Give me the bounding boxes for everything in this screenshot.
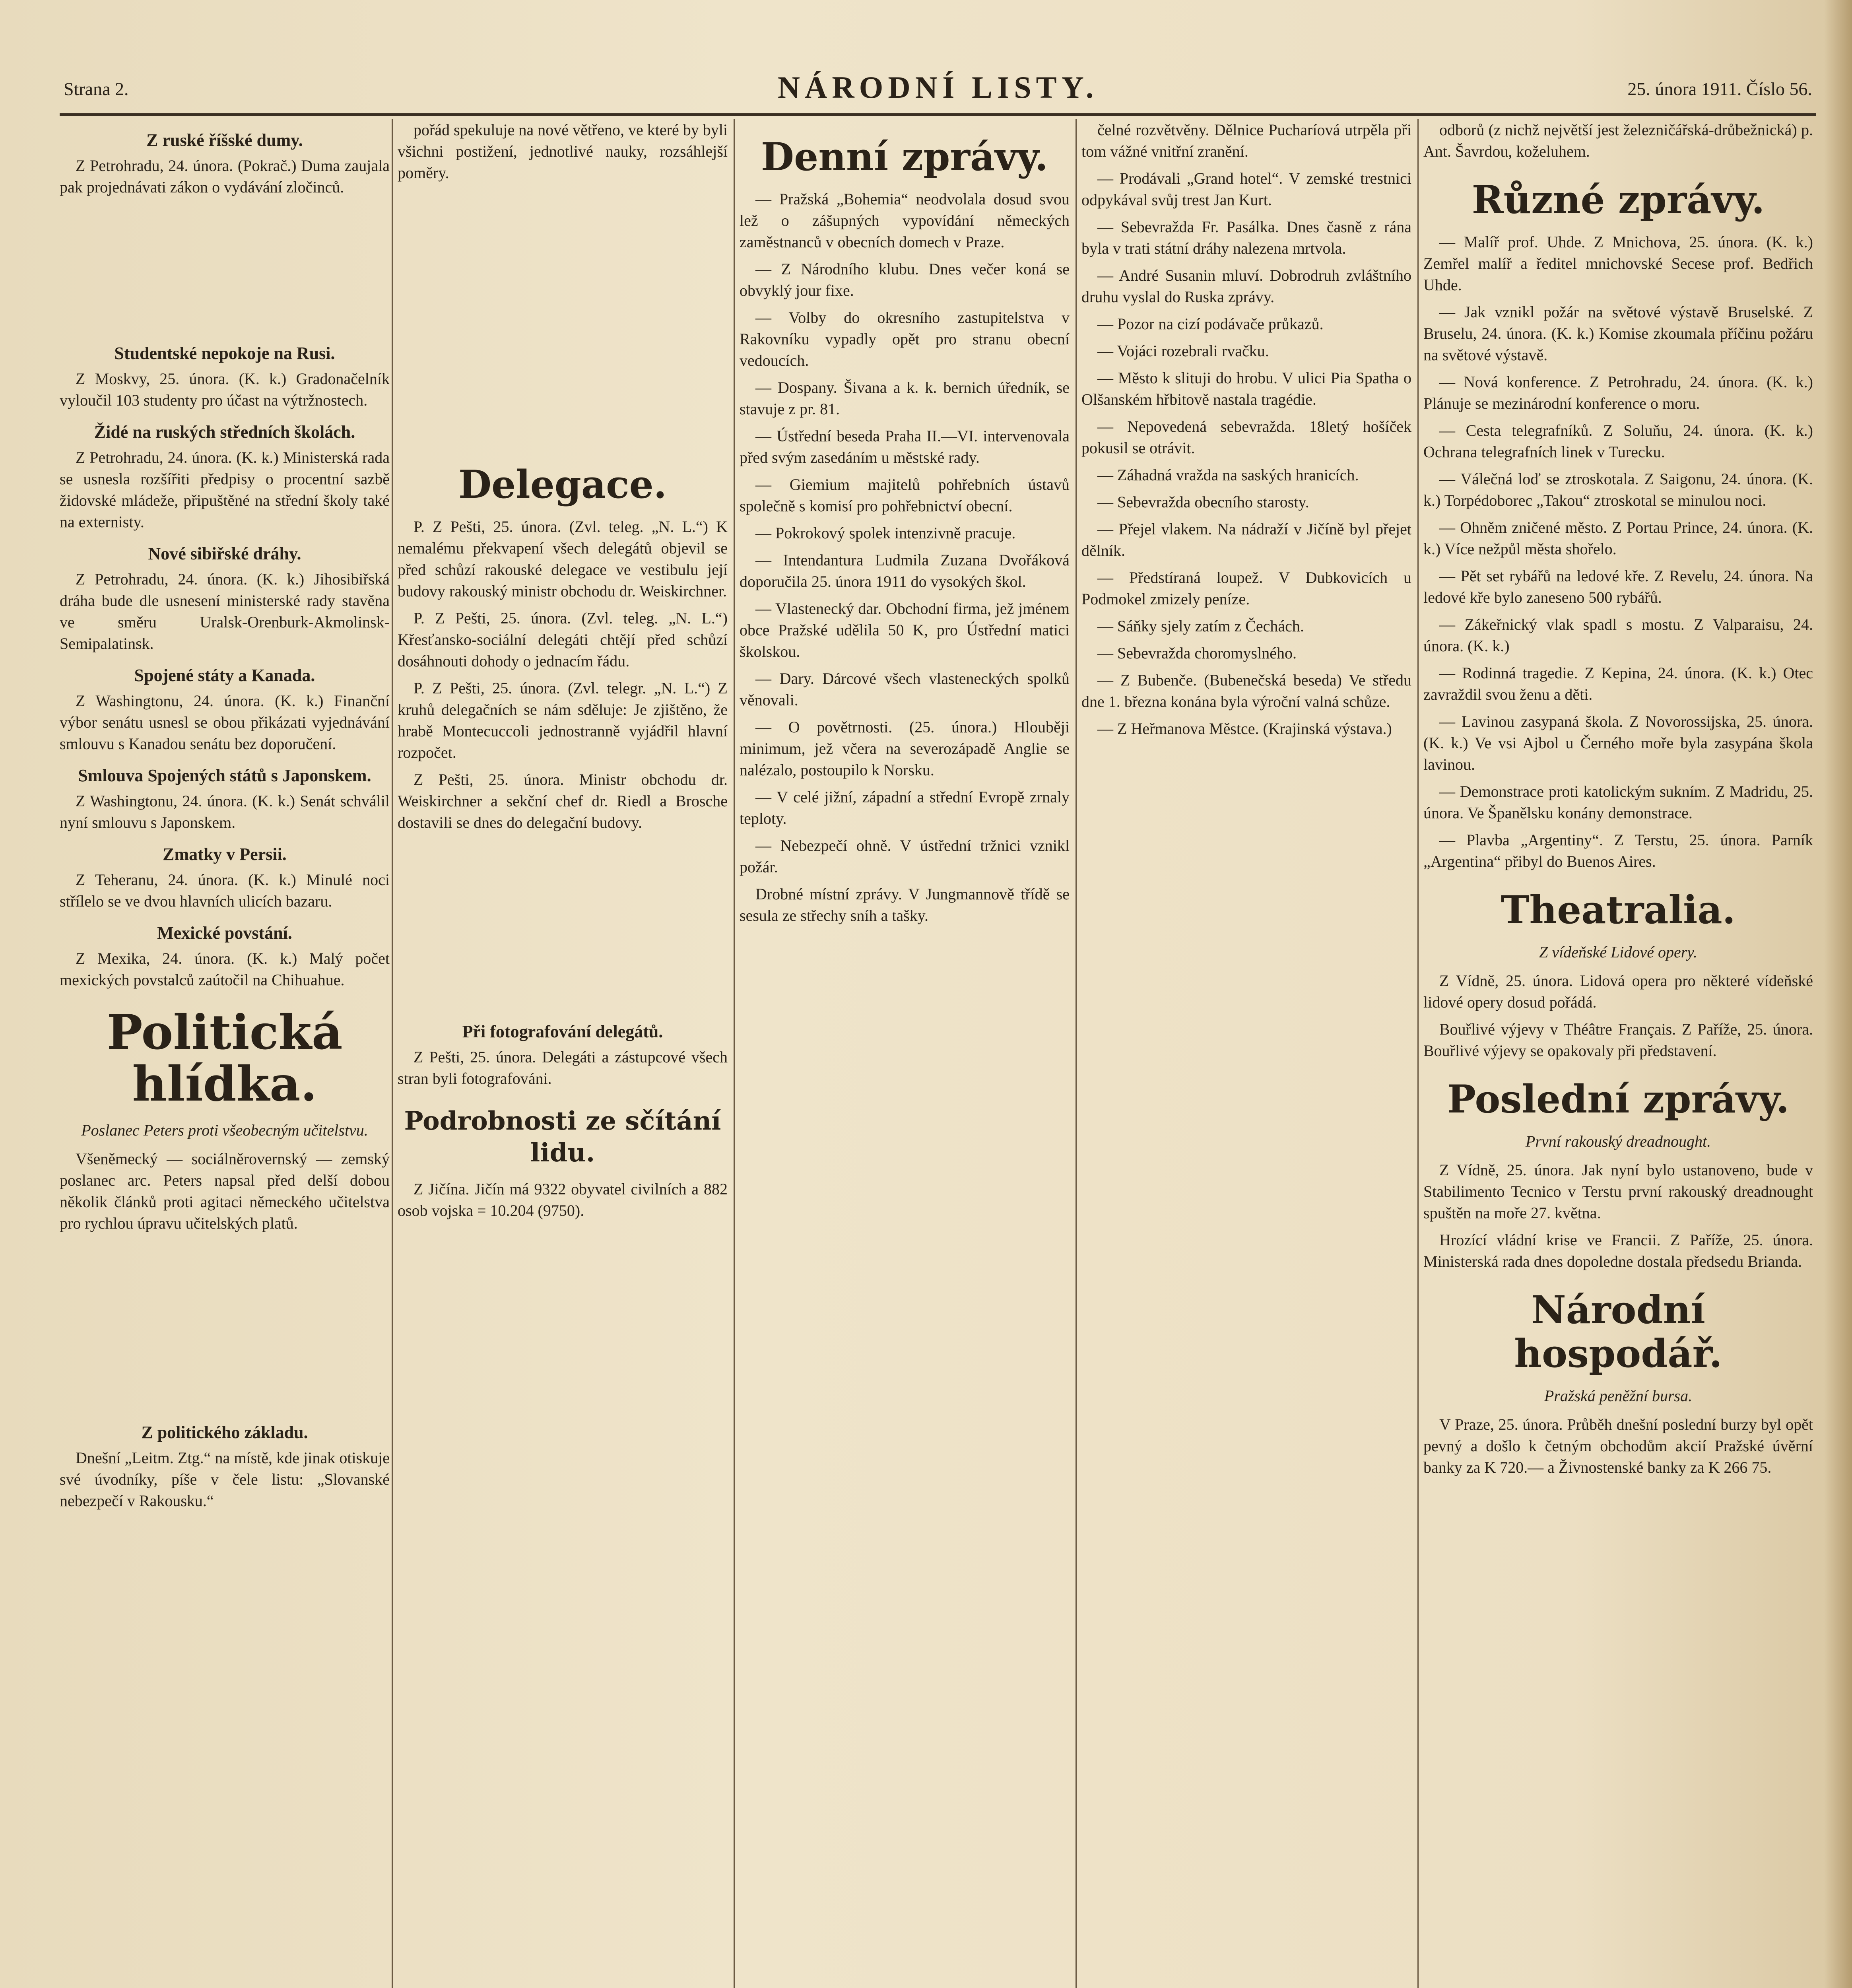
article-dary: — Dary. Dárcové všech vlasteneckých spolků věnovali. bbox=[740, 670, 1070, 709]
article-ruzne-9: — Rodinná tragedie. Z Kepina, 24. února. (K. k.) Otec zavraždil svou ženu a děti. bbox=[1423, 664, 1813, 703]
article-studenti: Z Moskvy, 25. února. (K. k.) Gradonačelník vyloučil 103 studenty pro účast na výtržnostech. bbox=[60, 370, 390, 409]
column-rule bbox=[1075, 119, 1077, 1988]
article-ruzne-1: — Malíř prof. Uhde. Z Mnichova, 25. února. (K. k.) Zemřel malíř a ředitel mnichovské Secese prof. Bedřich Uhde. bbox=[1423, 233, 1813, 294]
article-drahy: Z Petrohradu, 24. února. (K. k.) Jihosibiřská dráha bude dle usnesení ministerské rady stavěna ve směru Uralsk-Orenburk-Akmolinsk-Semipalatinsk. bbox=[60, 570, 390, 652]
section-title-politicka: Politická hlídka. bbox=[107, 1004, 343, 1112]
page-label: Strana 2. bbox=[64, 79, 129, 99]
column-rule bbox=[734, 119, 735, 1988]
column-2 bbox=[398, 119, 728, 1988]
article-teploty: — V celé jižní, západní a střední Evropě zrnaly teploty. bbox=[740, 788, 1070, 827]
article-pokrok: — Pokrokový spolek intenzivně pracuje. bbox=[755, 524, 1016, 542]
headline-kanada: Spojené státy a Kanada. bbox=[134, 666, 315, 685]
subtitle-theatralia: Z vídeňské Lidové opery. bbox=[1539, 943, 1697, 961]
headline-mexiko: Mexické povstání. bbox=[157, 923, 292, 943]
subtitle-posledni: První rakouský dreadnought. bbox=[1525, 1132, 1711, 1150]
article-kanada: Z Washingtonu, 24. února. (K. k.) Finanční výbor senátu usnesl se obou přikázati vyjednávání smlouvu s Kanadou senátu bez doporučení. bbox=[60, 692, 390, 753]
article-delegace-4: Z Pešti, 25. února. Ministr obchodu dr. Weiskirchner a sekční chef dr. Riedl a Brosche dostavili se dnes do delegační budovy. bbox=[398, 771, 728, 831]
date-issue: 25. února 1911. Číslo 56. bbox=[1627, 79, 1812, 99]
article-mesto: — Město k slituji do hrobu. V ulici Pia Spatha o Olšanském hřbitově nastala tragédie. bbox=[1081, 369, 1411, 408]
column-1 bbox=[60, 119, 390, 1988]
headline-fotograf: Při fotografování delegátů. bbox=[462, 1022, 663, 1041]
section-title-theatralia: Theatralia. bbox=[1501, 887, 1736, 932]
page-header bbox=[60, 70, 1816, 116]
article-theatralia-1: Z Vídně, 25. února. Lidová opera pro některé vídeňské lidové opery dosud pořádá. bbox=[1423, 972, 1813, 1011]
article-ruzne-7: — Pět set rybářů na ledové kře. Z Revelu, 24. února. Na ledové kře bylo zaneseno 500 rybářů. bbox=[1423, 567, 1813, 606]
headline-ruske: Z ruské říšské dumy. bbox=[146, 130, 303, 150]
masthead: NÁRODNÍ LISTY. bbox=[777, 70, 1099, 105]
section-title-delegace: Delegace. bbox=[458, 462, 667, 507]
headline-zaklad: Z politického základu. bbox=[141, 1423, 308, 1442]
article-ruzne-10: — Lavinou zasypaná škola. Z Novorossijska, 25. února. (K. k.) Ve vsi Ajbol u Černého moře byla zasypána škola lavinou. bbox=[1423, 712, 1813, 773]
article-ruzne-11: — Demonstrace proti katolickým sukním. Z Madridu, 25. února. Ve Španělsku konány demonstrace. bbox=[1423, 782, 1813, 822]
article-predstirana: — Předstíraná loupež. V Dubkovicích u Podmokel zmizely peníze. bbox=[1081, 569, 1411, 608]
column-rule bbox=[1417, 119, 1419, 1988]
article-nepovedena: — Nepovedená sebevražda. 18letý hošíček pokusil se otrávit. bbox=[1081, 417, 1411, 457]
article-vlastenecky: — Vlastenecký dar. Obchodní firma, jež jménem obce Pražské udělila 50 K, pro Ústřední matici školskou. bbox=[740, 600, 1070, 660]
headline-japonsko: Smlouva Spojených států s Japonskem. bbox=[78, 766, 371, 785]
article-ruzne-12: — Plavba „Argentiny“. Z Terstu, 25. února. Parník „Argentina“ přibyl do Buenos Aires. bbox=[1423, 831, 1813, 870]
article-politicka: Všeněmecký — sociálněrovernský — zemský poslanec arc. Peters napsal před delší dobou několik článků proti agitaci německého učitelstva pro rychlou úpravu učitelských platů. bbox=[60, 1150, 390, 1232]
article-delegace-1: P. Z Pešti, 25. února. (Zvl. teleg. „N. L.“) K nemalému překvapení všech delegátů objevil se před schůzí rakouské delegace ve vestibulu její budovy rakouský ministr obchodu dr. Weiskirchner. bbox=[398, 518, 728, 600]
headline-persie: Zmatky v Persii. bbox=[163, 845, 287, 864]
article-ruzne-2: — Jak vznikl požár na světové výstavě Bruselské. Z Bruselu, 24. února. (K. k.) Komise zkoumala příčinu požáru na světové výstavě. bbox=[1423, 303, 1813, 364]
section-title-posledni: Poslední zprávy. bbox=[1447, 1077, 1790, 1122]
article-ruzne-8: — Zákeřnický vlak spadl s mostu. Z Valparaisu, 24. února. (K. k.) bbox=[1423, 615, 1813, 655]
column-3 bbox=[740, 119, 1070, 1988]
column-5 bbox=[1423, 119, 1813, 1988]
section-title-podrobnosti: Podrobnosti ze sčítání lidu. bbox=[404, 1106, 721, 1168]
article-intro: čelné rozvětvěny. Dělnice Pucharíová utrpěla při tom vážné vnitřní zranění. bbox=[1081, 121, 1411, 160]
page-edge-stain bbox=[1824, 0, 1852, 1988]
article-ruzne-5: — Válečná loď se ztroskotala. Z Saigonu, 24. února. (K. k.) Torpédoborec „Takou“ ztroskotal se minulou noci. bbox=[1423, 470, 1813, 509]
article-dospany: — Dospany. Šivana a k. k. bernich úředník, se stavuje z pr. 81. bbox=[740, 379, 1070, 418]
article-pohrebni: — Giemium majitelů pohřebních ústavů společně s komisí pro pohřebnictví obecní. bbox=[740, 476, 1070, 515]
article-delegace-2: P. Z Pešti, 25. února. (Zvl. teleg. „N. L.“) Křesťansko-sociální delegáti chtějí před schůzí dosáhnouti dohody o jednacím řádu. bbox=[398, 609, 728, 670]
article-zuzana: — Intendantura Ludmila Zuzana Dvořáková doporučila 25. února 1911 do vysokých škol. bbox=[740, 551, 1070, 590]
article-drobne: Drobné místní zprávy. V Jungmannově třídě se sesula ze střechy sníh a tašky. bbox=[740, 885, 1070, 924]
article-filler bbox=[398, 189, 728, 447]
article-hermanuv: — Z Heřmanova Městce. (Krajinská výstava.) bbox=[1097, 720, 1392, 738]
article-pasalka: — Sebevražda Fr. Pasálka. Dnes časně z rána byla v trati státní dráhy nalezena mrtvola. bbox=[1081, 218, 1411, 257]
article-susanin: — André Susanin mluví. Dobrodruh zvláštního druhu vyslal do Ruska zprávy. bbox=[1081, 266, 1411, 306]
headline-zide: Židé na ruských středních školách. bbox=[94, 422, 355, 442]
article-filler bbox=[60, 204, 390, 332]
article-ruzne-4: — Cesta telegrafníků. Z Soluňu, 24. února. (K. k.) Ochrana telegrafních linek v Turecku. bbox=[1423, 421, 1813, 461]
article-choromyslna: — Sebevražda choromyslného. bbox=[1097, 644, 1297, 662]
article-sanky: — Sáňky sjely zatím z Čechách. bbox=[1097, 617, 1304, 635]
article-pocasi: — O povětrnosti. (25. února.) Hlouběji minimum, jež včera na severozápadě Anglie se nalézalo, postoupilo k Norsku. bbox=[740, 718, 1070, 779]
article-grand: — Prodávali „Grand hotel“. V zemské trestnici odpykával svůj trest Jan Kurt. bbox=[1081, 169, 1411, 209]
article-hospodar: V Praze, 25. února. Průběh dnešní poslední burzy byl opět pevný a došlo k četným obchodům akcií Pražské úvěrní banky za K 720.— a Živnostenské banky za K 266 75. bbox=[1423, 1415, 1813, 1476]
article-zaklad: Dnešní „Leitm. Ztg.“ na místě, kde jinak otiskuje své úvodníky, píše v čele listu: „Slovanské nebezpečí v Rakousku.“ bbox=[60, 1449, 390, 1510]
article-intro: odborů (z nichž největší jest železničářská-drůbežnická) p. Ant. Šavrdou, koželuhem. bbox=[1423, 121, 1813, 160]
article-zide: Z Petrohradu, 24. února. (K. k.) Ministerská rada se usnesla rozšířiti předpisy o procentní sazbě židovské mládeže, připuštěné na střední školy také na externisty. bbox=[60, 448, 390, 531]
article-zahadna: — Záhadná vražda na saských hranicích. bbox=[1097, 466, 1359, 484]
article-podrobnosti: Z Jičína. Jičín má 9322 obyvatel civilních a 882 osob vojska = 10.204 (9750). bbox=[398, 1180, 728, 1219]
section-title-denni: Denní zprávy. bbox=[761, 134, 1048, 179]
article-posledni-1: Z Vídně, 25. února. Jak nyní bylo ustanoveno, bude v Stabilimento Tecnico v Terstu první rakouský dreadnought spuštěn na moře 27. května. bbox=[1423, 1161, 1813, 1222]
article-persie: Z Teheranu, 24. února. (K. k.) Minulé noci střílelo se ve dvou hlavních ulicích bazaru. bbox=[60, 871, 390, 910]
article-fotograf: Z Pešti, 25. února. Delegáti a zástupcové všech stran byli fotografováni. bbox=[398, 1048, 728, 1087]
article-japonsko: Z Washingtonu, 24. února. (K. k.) Senát schválil nyní smlouvu s Japonskem. bbox=[60, 792, 390, 831]
article-delegace-3: P. Z Pešti, 25. února. (Zvl. telegr. „N. L.“) Z kruhů delegačních se nám sděluje: Je zjištěno, že hrabě Montecuccoli jednostranně vyjádřil hlavní rozpočet. bbox=[398, 679, 728, 761]
article-filler bbox=[398, 839, 728, 1011]
article-filler bbox=[60, 1240, 390, 1411]
article-klub: — Z Národního klubu. Dnes večer koná se obvyklý jour fixe. bbox=[740, 260, 1070, 299]
column-4 bbox=[1081, 119, 1411, 1988]
subtitle-politicka: Poslanec Peters proti všeobecným učitelstvu. bbox=[81, 1121, 368, 1139]
article-strelba: — Pozor na cizí podávače průkazů. bbox=[1097, 315, 1324, 333]
article-schval: — Sebevražda obecního starosty. bbox=[1097, 493, 1309, 511]
article-bila: — Přejel vlakem. Na nádraží v Jičíně byl přejet dělník. bbox=[1081, 520, 1411, 559]
headline-studenti: Studentské nepokoje na Rusi. bbox=[114, 344, 335, 363]
article-nebezpeci: — Nebezpečí ohně. V ústřední tržnici vznikl požár. bbox=[740, 837, 1070, 876]
article-ustredni: — Ústřední beseda Praha II.—VI. intervenovala před svým zasedáním u městské rady. bbox=[740, 427, 1070, 466]
article-intro: pořád spekuluje na nové větřeno, ve které by byli všichni postižení, jednotlivé nauky, rozsáhlejší poměry. bbox=[398, 121, 728, 182]
headline-drahy: Nové sibiřské dráhy. bbox=[148, 544, 301, 563]
article-mexiko: Z Mexika, 24. února. (K. k.) Malý počet mexických povstalců zaútočil na Chihuahue. bbox=[60, 949, 390, 989]
article-bohemia: — Pražská „Bohemia“ neodvolala dosud svou lež o zášupných vypovídání německých zaměstnanců v obecních domech v Praze. bbox=[740, 190, 1070, 251]
article-ruzne-3: — Nová konference. Z Petrohradu, 24. února. (K. k.) Plánuje se mezinárodní konference o moru. bbox=[1423, 373, 1813, 412]
article-posledni-2: Hrozící vládní krise ve Francii. Z Paříže, 25. února. Ministerská rada dnes dopoledne dostala předsedu Brianda. bbox=[1423, 1231, 1813, 1270]
article-volby: — Volby do okresního zastupitelstva v Rakovníku vypadly opět pro stranu obecní vedoucích. bbox=[740, 309, 1070, 369]
section-title-ruzne: Různé zprávy. bbox=[1472, 177, 1765, 222]
section-title-hospodar: Národní hospodář. bbox=[1514, 1287, 1722, 1376]
column-rule bbox=[392, 119, 393, 1988]
article-ruzne-6: — Ohněm zničené město. Z Portau Prince, 24. února. (K. k.) Více nežpůl města shořelo. bbox=[1423, 518, 1813, 558]
article-bubenec: — Z Bubenče. (Bubenečská beseda) Ve středu dne 1. března konána byla výroční valná schůze. bbox=[1081, 671, 1411, 711]
article-theatralia-2: Bouřlivé výjevy v Théâtre Français. Z Paříže, 25. února. Bouřlivé výjevy se opakovaly při představení. bbox=[1423, 1020, 1813, 1060]
article-souboj: — Vojáci rozebrali rvačku. bbox=[1097, 342, 1269, 360]
article-ruske: Z Petrohradu, 24. února. (Pokrač.) Duma zaujala pak projednávati zákon o vydávání zločinců. bbox=[60, 157, 390, 196]
subtitle-hospodar: Pražská peněžní bursa. bbox=[1544, 1387, 1693, 1405]
